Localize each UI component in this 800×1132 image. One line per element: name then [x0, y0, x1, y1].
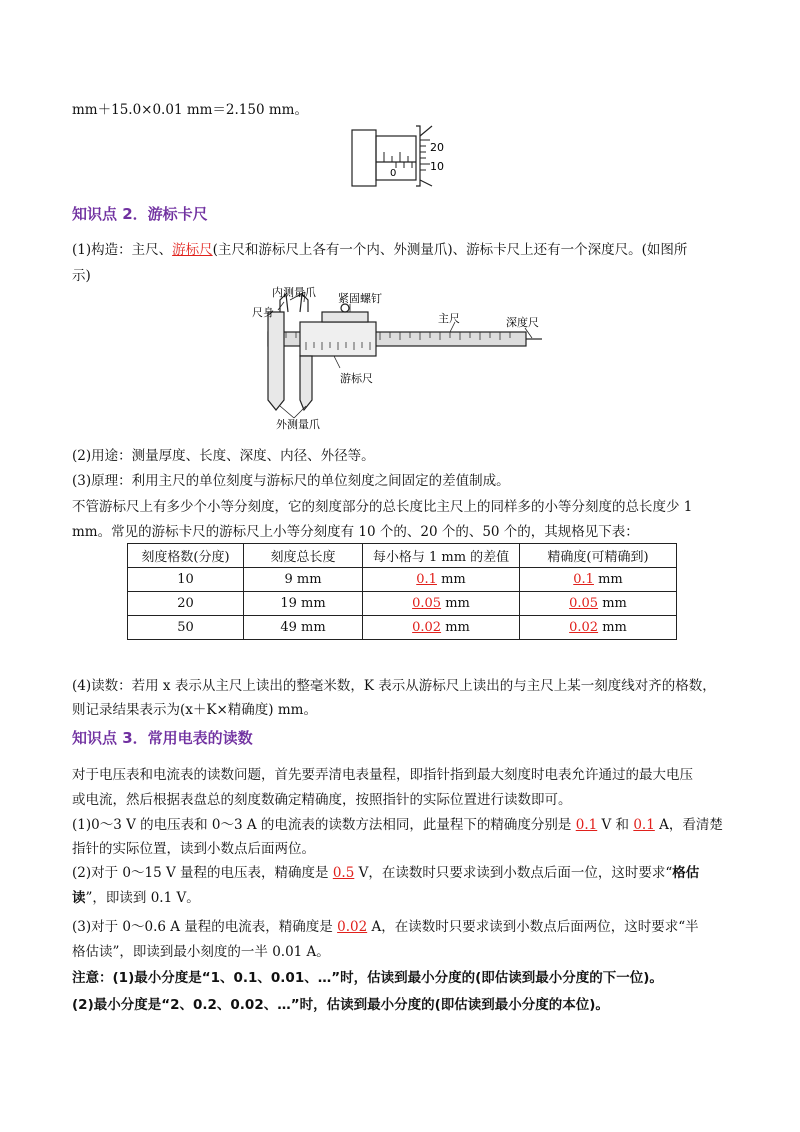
p2-line2-rest: ”，即读到 0.1 V。	[85, 890, 200, 906]
p1-text-b: V 和	[597, 817, 634, 833]
table-cell	[520, 568, 677, 592]
answer-value: 0.1	[575, 817, 598, 833]
section3-p1	[72, 813, 723, 833]
answer-value: 0.1	[416, 572, 437, 587]
section2-p4-line2: 则记录结果表示为(x＋K×精确度) mm。	[72, 702, 317, 718]
table-row	[128, 592, 677, 616]
section2-p3: (3)原理：利用主尺的单位刻度与游标尺的单位刻度之间固定的差值制成。	[72, 473, 510, 489]
section2-title: 知识点 2．游标卡尺	[72, 205, 208, 223]
answer-value: 0.05	[569, 596, 599, 611]
table-row	[128, 616, 677, 640]
calculation-line: mm＋15.0×0.01 mm＝2.150 mm。	[72, 102, 308, 118]
emphasis-text: 格估	[672, 865, 700, 881]
section3-intro-line1: 对于电压表和电流表的读数问题，首先要弄清电表量程，即指针指到最大刻度时电表允许通过的最大电压	[72, 767, 693, 783]
section3-intro-line2: 或电流，然后根据表盘总的刻度数确定精确度，按照指针的实际位置进行读数即可。	[72, 792, 572, 808]
table-header-row	[128, 544, 677, 568]
label-screw: 紧固螺钉	[338, 292, 382, 305]
table-cell: 10	[128, 568, 244, 592]
table-cell	[363, 592, 520, 616]
micrometer-label-10: 10	[430, 160, 444, 173]
answer-vernier: 游标尺	[172, 242, 213, 258]
table-row	[128, 568, 677, 592]
vernier-spec-table	[127, 543, 677, 640]
section2-p1-line2: 示)	[72, 268, 91, 284]
label-main-scale: 主尺	[438, 312, 460, 325]
section3-p2	[72, 861, 699, 881]
micrometer-label-0: 0	[390, 168, 397, 179]
section3-title: 知识点 3．常用电表的读数	[72, 729, 253, 747]
label-vernier: 游标尺	[340, 372, 373, 385]
p2-text-a: (2)对于 0～15 V 量程的电压表，精确度是	[72, 865, 333, 881]
table-cell: 50	[128, 616, 244, 640]
label-inner-jaw: 内测量爪	[272, 286, 316, 299]
table-cell: 19 mm	[244, 592, 363, 616]
unit-text: mm	[598, 620, 627, 635]
micrometer-label-20: 20	[430, 141, 444, 154]
label-ruler-body: 尺身	[252, 306, 274, 319]
section2-p4-line1: (4)读数：若用 x 表示从主尺上读出的整毫米数，K 表示从游标尺上读出的与主尺上某一刻度线对齐的格数，	[72, 678, 716, 694]
p3-text-a: (3)对于 0～0.6 A 量程的电流表，精确度是	[72, 919, 338, 935]
unit-text: mm	[441, 596, 470, 611]
answer-value: 0.05	[412, 596, 442, 611]
section2-p1	[72, 238, 687, 258]
section2-p2: (2)用途：测量厚度、长度、深度、内径、外径等。	[72, 448, 375, 464]
table-cell: 49 mm	[244, 616, 363, 640]
section2-p3b-line1: 不管游标尺上有多少个小等分刻度，它的刻度部分的总长度比主尺上的同样多的小等分刻度的总长度少 1	[72, 499, 693, 515]
section3-p3	[72, 915, 699, 935]
answer-value: 0.02	[412, 620, 442, 635]
p3-text-b: A，在读数时只要求读到小数点后面两位，这时要求“半	[367, 919, 699, 935]
note-2: (2)最小分度是“2、0.2、0.02、…”时，估读到最小分度的(即估读到最小分度的本位)。	[72, 997, 609, 1013]
section3-p2-line2	[72, 886, 200, 906]
table-cell	[363, 616, 520, 640]
label-depth-gauge: 深度尺	[506, 316, 539, 329]
table-cell	[520, 592, 677, 616]
table-cell: 9 mm	[244, 568, 363, 592]
table-header: 精确度(可精确到)	[520, 544, 677, 568]
section2-p3b-line2: mm。常见的游标卡尺的游标尺上小等分刻度有 10 个的、20 个的、50 个的，其规格见下表：	[72, 524, 639, 540]
p2-text-b: V，在读数时只要求读到小数点后面一位，这时要求“	[354, 865, 673, 881]
table-header: 刻度总长度	[244, 544, 363, 568]
unit-text: mm	[593, 572, 623, 587]
vernier-caliper-figure	[250, 282, 550, 432]
table-cell	[363, 568, 520, 592]
answer-value: 0.5	[332, 865, 355, 881]
answer-value: 0.02	[337, 919, 368, 935]
section3-p1-line2: 指针的实际位置，读到小数点后面两位。	[72, 841, 315, 857]
unit-text: mm	[436, 572, 466, 587]
answer-value: 0.02	[569, 620, 599, 635]
micrometer-figure	[350, 122, 460, 190]
unit-text: mm	[598, 596, 627, 611]
answer-value: 0.1	[633, 817, 655, 833]
unit-text: mm	[441, 620, 470, 635]
p1-text-c: A，看清楚	[654, 817, 723, 833]
label-outer-jaw: 外测量爪	[276, 418, 320, 431]
answer-value: 0.1	[573, 572, 594, 587]
table-header: 每小格与 1 mm 的差值	[363, 544, 520, 568]
p1-text-a: (1)0～3 V 的电压表和 0～3 A 的电流表的读数方法相同，此量程下的精确度分别是	[72, 817, 576, 833]
section3-p3-line2: 格估读”，即读到最小刻度的一半 0.01 A。	[72, 944, 330, 960]
p1-rest: (主尺和游标尺上各有一个内、外测量爪)、游标卡尺上还有一个深度尺。(如图所	[212, 242, 688, 258]
emphasis-text: 读	[72, 890, 86, 906]
table-header: 刻度格数(分度)	[128, 544, 244, 568]
note-1: 注意：(1)最小分度是“1、0.1、0.01、…”时，估读到最小分度的(即估读到最小分度的下一位)。	[72, 970, 663, 986]
table-cell	[520, 616, 677, 640]
p1-prefix: (1)构造：主尺、	[72, 242, 173, 258]
table-cell: 20	[128, 592, 244, 616]
